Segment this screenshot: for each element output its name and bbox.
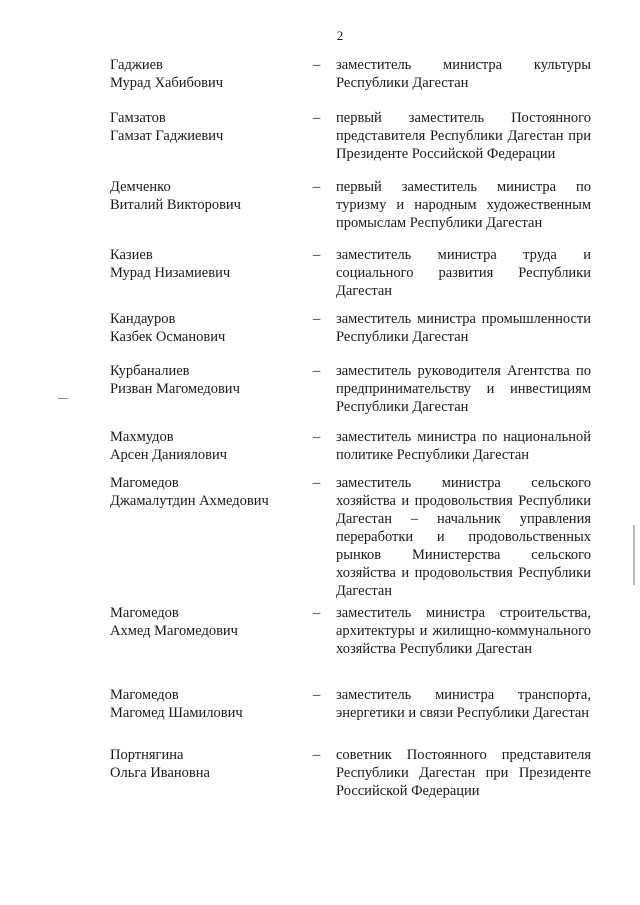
surname: Магомедов (110, 687, 179, 703)
dash: – (313, 363, 321, 379)
person-name (110, 246, 300, 282)
dash: – (313, 311, 321, 327)
surname: Гаджиев (110, 57, 163, 73)
position-text: заместитель министра транспорта, энергетики и связи Республики Дагестан (336, 687, 591, 721)
person-name (110, 178, 300, 214)
dash: – (313, 247, 321, 263)
position-text: первый заместитель министра по туризму и народным художественным промыслам Республики Дагестан (336, 179, 591, 231)
person-name (110, 310, 300, 346)
given-names: Виталий Викторович (110, 197, 241, 213)
given-names: Казбек Османович (110, 329, 226, 345)
person-name (110, 362, 300, 398)
position-text: первый заместитель Постоянного представителя Республики Дагестан при Президенте Российской Федерации (336, 110, 591, 162)
position-text: заместитель министра труда и социального развития Республики Дагестан (336, 247, 591, 299)
surname: Казиев (110, 247, 153, 263)
dash: – (313, 747, 321, 763)
dash: – (313, 110, 321, 126)
dash: – (313, 605, 321, 621)
surname: Курбаналиев (110, 363, 190, 379)
dash: – (313, 57, 321, 73)
person-name (110, 686, 300, 722)
scan-mark (58, 398, 68, 399)
person-name (110, 428, 300, 464)
given-names: Ахмед Магомедович (110, 623, 238, 639)
position-text: заместитель министра сельского хозяйства и продовольствия Республики Дагестан – начальник управления переработки и продовольственных рынков Министерства сельского хозяйства и продовольствия Республики Дагестан (336, 475, 591, 599)
position-text: заместитель министра строительства, архитектуры и жилищно-коммунального хозяйства Республики Дагестан (336, 605, 591, 657)
given-names: Арсен Даниялович (110, 447, 228, 463)
surname: Махмудов (110, 429, 174, 445)
surname: Кандауров (110, 311, 176, 327)
position-text: заместитель министра промышленности Республики Дагестан (336, 311, 591, 345)
dash: – (313, 429, 321, 445)
surname: Демченко (110, 179, 171, 195)
given-names: Магомед Шамилович (110, 705, 243, 721)
person-name (110, 56, 300, 92)
position-text: заместитель министра культуры Республики Дагестан (336, 57, 591, 91)
given-names: Мурад Низамиевич (110, 265, 231, 281)
surname: Гамзатов (110, 110, 166, 126)
dash: – (313, 475, 321, 491)
person-name (110, 746, 300, 782)
person-name (110, 109, 300, 145)
surname: Магомедов (110, 605, 179, 621)
dash: – (313, 179, 321, 195)
surname: Портнягина (110, 747, 184, 763)
given-names: Гамзат Гаджиевич (110, 128, 224, 144)
position-text: советник Постоянного представителя Республики Дагестан при Президенте Российской Федерации (336, 747, 591, 799)
person-name (110, 474, 300, 510)
position-text: заместитель руководителя Агентства по предпринимательству и инвестициям Республики Дагестан (336, 363, 591, 415)
scan-mark (633, 525, 635, 585)
surname: Магомедов (110, 475, 179, 491)
given-names: Ризван Магомедович (110, 381, 240, 397)
position-text: заместитель министра по национальной политике Республики Дагестан (336, 429, 591, 463)
given-names: Джамалутдин Ахмедович (110, 493, 269, 509)
given-names: Ольга Ивановна (110, 765, 210, 781)
given-names: Мурад Хабибович (110, 75, 224, 91)
dash: – (313, 687, 321, 703)
person-name (110, 604, 300, 640)
page-number: 2 (336, 28, 344, 43)
